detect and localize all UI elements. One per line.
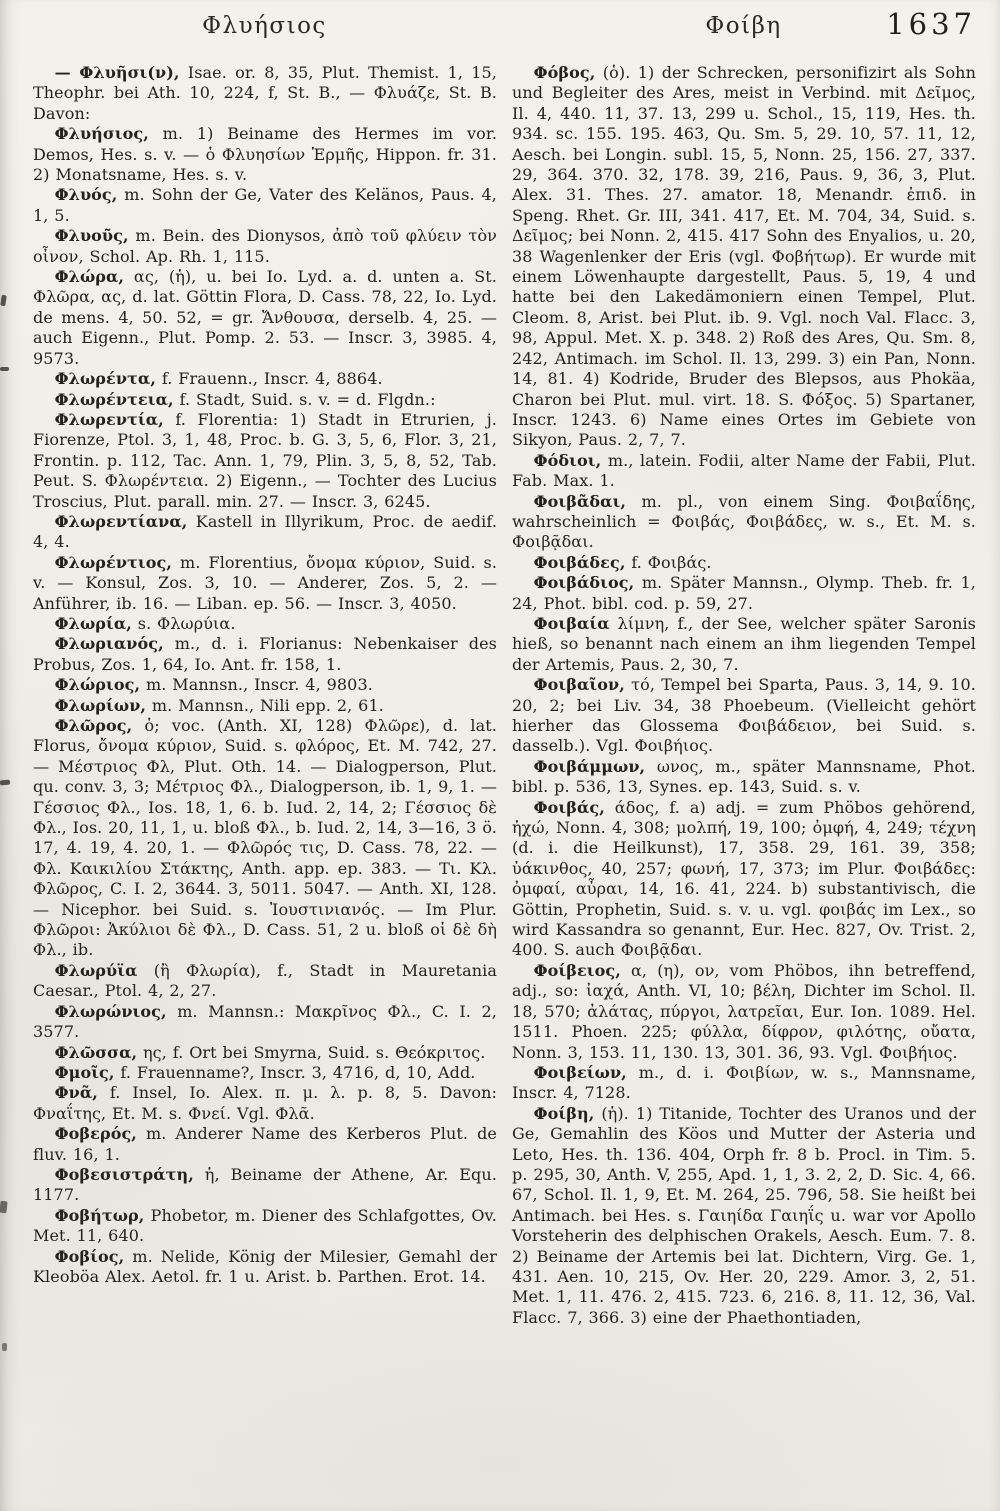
entry-lemma: Φοιβάς, [533, 797, 605, 817]
entry-text: m., d. i. Φοιβίων, w. s., Mannsname, Inscr. 4, 7128. [512, 1062, 976, 1103]
entry-lemma: Φλωρίων, [54, 695, 147, 715]
entry-lemma: Φλυήσιος, [54, 124, 149, 144]
entry-lemma: Φλωρεντίανα, [54, 511, 188, 531]
left-text-column [33, 63, 497, 1287]
entry-text: f. Φοιβάς. [625, 552, 712, 572]
entry-text: m. Später Mannsn., Olymp. Theb. fr. 1, 24, Phot. bibl. cod. p. 59, 27. [512, 573, 976, 613]
entry-text: ης, f. Ort bei Smyrna, Suid. s. Θεόκριτος. [137, 1042, 486, 1062]
scan-artifact [0, 295, 6, 307]
dictionary-entry [512, 63, 976, 451]
page-number: 1637 [886, 7, 976, 41]
dictionary-entry [33, 369, 497, 389]
entry-lemma: Φλώριος, [54, 675, 141, 695]
dictionary-entry [33, 716, 497, 961]
entry-text: m. Anderer Name des Kerberos Plut. de fluv. 16, 1. [33, 1124, 497, 1164]
dictionary-entry [33, 961, 497, 1002]
scan-artifact [0, 1201, 8, 1214]
entry-text: m., d. i. Florianus: Nebenkaiser des Probus, Zos. 1, 64, Io. Ant. fr. 158, 1. [33, 634, 497, 674]
entry-text: (ἡ). 1) Titanide, Tochter des Uranos und der Ge, Gemahlin des Köos und Mutter der Asteria und Leto, Hes. th. 136. 404, Orph fr. 8 b. Procl. in Tim. 5. p. 295, 30, Anth. V, 255, Apd. 1, 1, 3. 2, 2, D. Sic. 4, 66. 67, Schol. Il. 1, 9, Et. M. 264, 25. 796, 58. Sie heißt bei Antimach. bei Hes. s. Γαιηίδα Γαιηΐς u. war vor Apollo Vorsteherin des delphischen Orakels, Aesch. Eum. 7. 8. 2) Beiname der Artemis bei lat. Dichtern, Virg. Ge. 1, 431. Aen. 10, 215, Ov. Her. 20, 229. Amor. 3, 2, 51. Met. 1, 11. 476. 2, 415. 723. 6, 216. 8, 11. 12, 36, Val. Flacc. 7, 366. 3) eine der Phaethontiaden, [512, 1103, 976, 1327]
dictionary-entry [33, 390, 497, 410]
entry-lemma: Φοιβάδες, [533, 552, 626, 572]
entry-lemma: Φοίβη, [533, 1103, 595, 1123]
entry-lemma: Φλῶρος, [54, 716, 133, 735]
scan-artifact [2, 1343, 7, 1351]
entry-lemma: Φλωρέντιος, [54, 552, 173, 572]
entry-text: m. Mannsn., Nili epp. 2, 61. [146, 695, 384, 715]
entry-lemma: Φοβεσιστράτη, [54, 1164, 194, 1184]
entry-lemma: Φοιβᾶδαι, [533, 491, 627, 511]
entry-lemma: Φλωρεντία, [54, 409, 164, 429]
dictionary-entry [33, 1247, 497, 1288]
dictionary-entry [33, 226, 497, 267]
entry-text: f. Frauenname?, Inscr. 3, 4716, d, 10, Add. [114, 1062, 476, 1082]
dictionary-entry [33, 675, 497, 695]
entry-text: ὁ; voc. (Anth. XI, 128) Φλῶρε), d. lat. Florus, ὄνομα κύριον, Suid. s. φλόρος, Et. M. 742, 27. — Μέστριος Φλ, Plut. Oth. 14. — Dialogperson, Plut. qu. conv. 3, 3; Μέτριος Φλ., Dialogperson, ib. 1, 9, 1. — Γέσσιος Φλ., Ios. 18, 1, 6. b. Iud. 2, 14, 2; Γέσσιος δὲ Φλ., Ios. 20, 11, 1, u. bloß Φλ., b. Iud. 2, 14, 3—16, 3 ö. 17, 4. 19, 4. 20, 1. — Φλῶρός τις, D. Cass. 78, 22. — Φλ. Καικιλίου Στάκτης, Anth. app. ep. 383. — Τι. Κλ. Φλῶρος, C. I. 2, 3644. 3, 5011. 5047. — Anth. XI, 128. — Nicephor. bei Suid. s. Ἰουστινιανός. — Im Plur. Φλῶροι: Ἀκύλιοι δὲ Φλ., D. Cass. 51, 2 u. bloß οἱ δὲ δὴ Φλ., ib. [33, 716, 497, 960]
entry-lemma: Φλωρία, [54, 613, 132, 633]
entry-text: Isae. or. 8, 35, Plut. Themist. 1, 15, Theophr. bei Ath. 10, 224, f, St. B., — Φλυάζε, St. B. Davon: [33, 63, 497, 123]
entry-text: m. Bein. des Dionysos, ἀπὸ τοῦ φλύειν τὸν οἶνον, Schol. Ap. Rh. 1, 115. [33, 226, 497, 266]
dictionary-entry [33, 185, 497, 226]
dictionary-entry [33, 63, 497, 124]
dictionary-entry [512, 573, 976, 614]
dictionary-entry [33, 614, 497, 634]
header-keyword-right: Φοίβη [705, 13, 782, 39]
entry-lemma: Φλώρα, [54, 267, 125, 287]
entry-lemma: Φλῶσσα, [54, 1042, 138, 1062]
entry-lemma: Φλωρύϊα [54, 960, 138, 980]
entry-text: f. Stadt, Suid. s. v. = d. Flgdn.: [173, 389, 436, 409]
entry-text: f. Frauenn., Inscr. 4, 8864. [156, 369, 383, 389]
entry-text: α, (η), ον, vom Phöbos, ihn betreffend, adj., so: ἰαχά, Anth. VI, 10; βέλη, Dichter im Schol. Il. 18, 570; ἀλάτας, πύργοι, λατρεῖαι, Eur. Ion. 1089. Hel. 1511. Phoen. 225; φύλλα, δίφρον, φιλότης, οὔατα, Nonn. 3, 153. 11, 130. 13, 301. 36, 93. Vgl. Φοιβήιος. [512, 960, 976, 1062]
header-keyword-left: Φλυήσιος [202, 13, 327, 39]
entry-lemma: Φλωρώνιος, [54, 1001, 167, 1021]
entry-text: λίμνη, f., der See, welcher später Saronis hieß, so benannt nach einem an ihm liegenden Tempel der Artemis, Paus. 2, 30, 7. [512, 613, 976, 674]
entry-text: (ὁ). 1) der Schrecken, personifizirt als Sohn und Begleiter des Ares, meist in Verbind. mit Δεῖμος, Il. 4, 440. 11, 37. 13, 299 u. Schol., 15, 119, Hes. th. 934. sc. 155. 195. 463, Qu. Sm. 5, 29. 10, 57. 11, 12, Aesch. bei Longin. subl. 15, 5, Nonn. 25, 156. 27, 337. 29, 364. 370. 32, 178. 39, 216, Paus. 9, 36, 3, Plut. Alex. 31. Thes. 27. amator. 18, Menandr. ἐπιδ. in Speng. Rhet. Gr. III, 341. 417, Et. M. 704, 34, Suid. s. Δεῖμος; bei Nonn. 2, 415. 417 Sohn des Enyalios, u. 20, 38 Wagenlenker der Eris (vgl. Φοβήτωρ). Er wurde mit einem Löwenhaupte dargestellt, Paus. 5, 19, 4 und hatte bei den Lakedämoniern einen Tempel, Plut. Cleom. 8, Arist. bei Plut. ib. 9. Vgl. noch Val. Flacc. 3, 98, Appul. Met. X. p. 348. 2) Roß des Ares, Qu. Sm. 8, 242, Antimach. im Schol. Il. 13, 299. 3) ein Pan, Nonn. 14, 81. 4) Kodride, Bruder des Blepsos, aus Phokäa, Charon bei Plut. mul. virt. 18. S. Φόξος. 5) Spartaner, Inscr. 1243. 6) Name eines Ortes im Gebiete von Sikyon, Paus. 2, 7, 7. [512, 63, 976, 450]
entry-text: f. Florentia: 1) Stadt in Etrurien, j. Fiorenze, Ptol. 3, 1, 48, Proc. b. G. 3, 5, 6, Flor. 3, 21, Frontin. p. 112, Tac. Ann. 1, 79, Plin. 3, 5, 8, 52, Tab. Peut. S. Φλωρέντεια. 2) Eigenn., — Tochter des Lucius Troscius, Plut. parall. min. 27. — Inscr. 3, 6245. [33, 409, 497, 511]
entry-text: f. Insel, Io. Alex. π. μ. λ. p. 8, 5. Davon: Φναΐτης, Et. M. s. Φνεί. Vgl. Φλᾶ. [33, 1083, 497, 1123]
scan-artifact [0, 367, 9, 371]
entry-text: άδος, f. a) adj. = zum Phöbos gehörend, ἠχώ, Nonn. 4, 308; μολπή, 19, 100; ὀμφή, 4, 249; τέχνη (d. i. die Heilkunst), 17, 358. 29, 161. 39, 358; ὑάκινθος, 40, 257; φωνή, 17, 373; im Plur. Φοιβάδες: ὀμφαί, αὖραι, 14, 16. 41, 224. b) substantivisch, die Göttin, Prophetin, Suid. s. v. u. vgl. φοιβάς im Lex., so wird Kassandra so genannt, Eur. Hec. 827, Ov. Trist. 2, 400. S. auch Φοιβᾷδαι. [512, 797, 976, 960]
dictionary-entry [512, 614, 976, 675]
entry-text: ας, (ἡ), u. bei Io. Lyd. a. d. unten a. St. Φλῶρα, ας, d. lat. Göttin Flora, D. Cass. 78, 22, Io. Lyd. de mens. 4, 50. 52, = gr. Ἄνθουσα, derselb. 4, 25. — auch Eigenn., Plut. Pomp. 2. 53. — Inscr. 3, 3985. 4, 9573. [33, 267, 497, 368]
entry-lemma: Φοιβάμμων, [533, 756, 646, 776]
entry-lemma: Φλυός, [54, 185, 118, 205]
entry-lemma: Φλυοῦς, [54, 226, 129, 246]
dictionary-entry [512, 492, 976, 553]
entry-text: (ἢ Φλωρία), f., Stadt in Mauretania Caesar., Ptol. 4, 2, 27. [33, 960, 497, 1001]
right-text-column [512, 63, 976, 1328]
dictionary-entry [512, 675, 976, 757]
dictionary-entry [512, 451, 976, 492]
dictionary-entry [33, 553, 497, 614]
entry-lemma: Φοιβάδιος, [533, 573, 635, 593]
dictionary-entry [33, 267, 497, 369]
entry-lemma: Φμοῖς, [54, 1062, 115, 1082]
dictionary-entry [33, 1002, 497, 1043]
entry-text: Phobetor, m. Diener des Schlafgottes, Ov. Met. 11, 640. [33, 1205, 497, 1246]
entry-lemma: Φόδιοι, [533, 450, 602, 470]
entry-lemma: Φοιβαία [533, 613, 610, 633]
entry-lemma: Φοίβειος, [533, 960, 621, 980]
entry-lemma: Φοιβείων, [533, 1062, 627, 1082]
dictionary-entry [512, 1104, 976, 1328]
dictionary-entry [33, 1043, 497, 1063]
entry-text: ἡ, Beiname der Athene, Ar. Equ. 1177. [33, 1164, 497, 1205]
dictionary-entry [33, 696, 497, 716]
dictionary-entry [33, 1165, 497, 1206]
entry-text: m. Sohn der Ge, Vater des Kelänos, Paus. 4, 1, 5. [33, 185, 497, 225]
dictionary-entry [512, 1063, 976, 1104]
entry-text: Kastell in Illyrikum, Proc. de aedif. 4, 4. [33, 511, 497, 552]
dictionary-entry [512, 553, 976, 573]
entry-lemma: Φνᾶ, [54, 1083, 98, 1103]
dictionary-entry [33, 1124, 497, 1165]
entry-lemma: — Φλυῆσι(ν), [54, 63, 180, 82]
entry-lemma: Φοιβαῖον, [533, 675, 625, 695]
entry-text: m. Nelide, König der Milesier, Gemahl der Kleoböa Alex. Aetol. fr. 1 u. Arist. b. Parthen. Erot. 14. [33, 1246, 497, 1286]
entry-text: τό, Tempel bei Sparta, Paus. 3, 14, 9. 10. 20, 2; bei Liv. 34, 38 Phoebeum. (Vielleicht gehört hierher das Glossema Φοιβάδειον, bei Suid. s. dasselb.). Vgl. Φοιβήιος. [512, 675, 976, 756]
dictionary-entry [512, 798, 976, 961]
dictionary-entry [33, 634, 497, 675]
dictionary-entry [512, 757, 976, 798]
dictionary-entry [33, 124, 497, 185]
dictionary-entry [33, 410, 497, 512]
entry-lemma: Φοβερός, [54, 1124, 137, 1144]
dictionary-entry [33, 1206, 497, 1247]
dictionary-entry [33, 512, 497, 553]
entry-text: ωνος, m., später Mannsname, Phot. bibl. p. 536, 13, Synes. ep. 143, Suid. s. v. [512, 756, 976, 797]
dictionary-entry [512, 961, 976, 1063]
entry-lemma: Φοβήτωρ, [54, 1205, 145, 1225]
entry-text: m. Mannsn.: Μακρῖνος Φλ., C. I. 2, 3577. [33, 1001, 497, 1042]
dictionary-entry [33, 1083, 497, 1124]
entry-lemma: Φόβος, [533, 63, 596, 82]
entry-text: m. Mannsn., Inscr. 4, 9803. [140, 675, 373, 695]
entry-text: m., latein. Fodii, alter Name der Fabii, Plut. Fab. Max. 1. [512, 450, 976, 491]
entry-lemma: Φλωρέντα, [54, 369, 157, 389]
entry-text: s. Φλωρύια. [131, 613, 236, 633]
dictionary-entry [33, 1063, 497, 1083]
scan-artifact [0, 780, 10, 786]
entry-lemma: Φλωριανός, [54, 634, 164, 654]
entry-lemma: Φοβίος, [54, 1246, 125, 1266]
entry-text: m. pl., von einem Sing. Φοιβαΐδης, wahrscheinlich = Φοιβάς, Φοιβάδες, w. s., Et. M. s. Φοιβᾷδαι. [512, 491, 976, 552]
entry-text: m. Florentius, ὄνομα κύριον, Suid. s. v. — Konsul, Zos. 3, 10. — Anderer, Zos. 5, 2. — Anführer, ib. 16. — Liban. ep. 56. — Inscr. 3, 4050. [33, 552, 497, 613]
entry-text: m. 1) Beiname des Hermes im vor. Demos, Hes. s. v. — ὁ Φλυησίων Ἑρμῆς, Hippon. fr. 31. 2) Monatsname, Hes. s. v. [33, 124, 497, 185]
entry-lemma: Φλωρέντεια, [54, 389, 174, 409]
